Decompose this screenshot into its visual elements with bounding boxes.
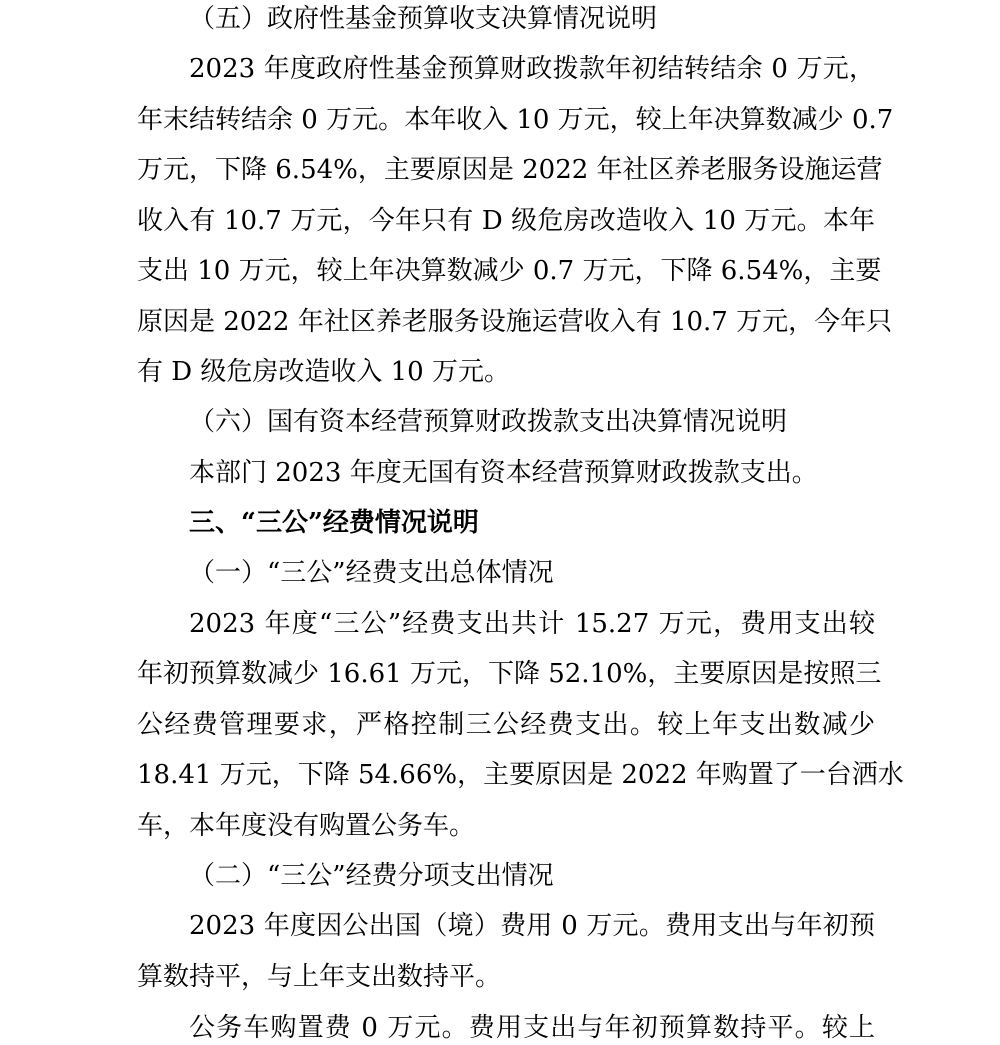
heading-government-fund: （五）政府性基金预算收支决算情况说明: [189, 4, 658, 34]
subheading-overall: （一）“三公”经费支出总体情况: [189, 558, 554, 588]
paragraph-line: 公务车购置费 0 万元。费用支出与年初预算数持平。较上: [189, 1013, 875, 1043]
paragraph-line: 算数持平，与上年支出数持平。: [137, 962, 502, 992]
paragraph-line: 原因是 2022 年社区养老服务设施运营收入有 10.7 万元，今年只: [137, 307, 893, 337]
paragraph-line: 车，本年度没有购置公务车。: [137, 811, 476, 841]
paragraph-line: 支出 10 万元，较上年决算数减少 0.7 万元，下降 6.54%，主要: [137, 256, 882, 286]
paragraph-line: 万元，下降 6.54%，主要原因是 2022 年社区养老服务设施运营: [137, 155, 883, 185]
paragraph-line: 公经费管理要求，严格控制三公经费支出。较上年支出数减少: [137, 710, 875, 740]
paragraph-line: 年末结转结余 0 万元。本年收入 10 万元，较上年决算数减少 0.7: [137, 105, 894, 135]
paragraph-line: 2023 年度因公出国（境）费用 0 万元。费用支出与年初预: [189, 911, 875, 941]
section-heading-three-public: 三、“三公”经费情况说明: [189, 508, 479, 538]
subheading-itemized: （二）“三公”经费分项支出情况: [189, 861, 554, 891]
paragraph-line: 年初预算数减少 16.61 万元，下降 52.10%，主要原因是按照三: [137, 659, 882, 689]
paragraph-line: 有 D 级危房改造收入 10 万元。: [137, 357, 510, 387]
paragraph-line: 18.41 万元，下降 54.66%，主要原因是 2022 年购置了一台洒水: [137, 760, 904, 790]
paragraph-line: 2023 年度“三公”经费支出共计 15.27 万元，费用支出较: [189, 609, 875, 639]
paragraph-line: 收入有 10.7 万元，今年只有 D 级危房改造收入 10 万元。本年: [137, 206, 875, 236]
paragraph-line: 本部门 2023 年度无国有资本经营预算财政拨款支出。: [189, 458, 818, 488]
paragraph-line: 2023 年度政府性基金预算财政拨款年初结转结余 0 万元，: [189, 54, 875, 84]
heading-state-capital: （六）国有资本经营预算财政拨款支出决算情况说明: [189, 407, 788, 437]
